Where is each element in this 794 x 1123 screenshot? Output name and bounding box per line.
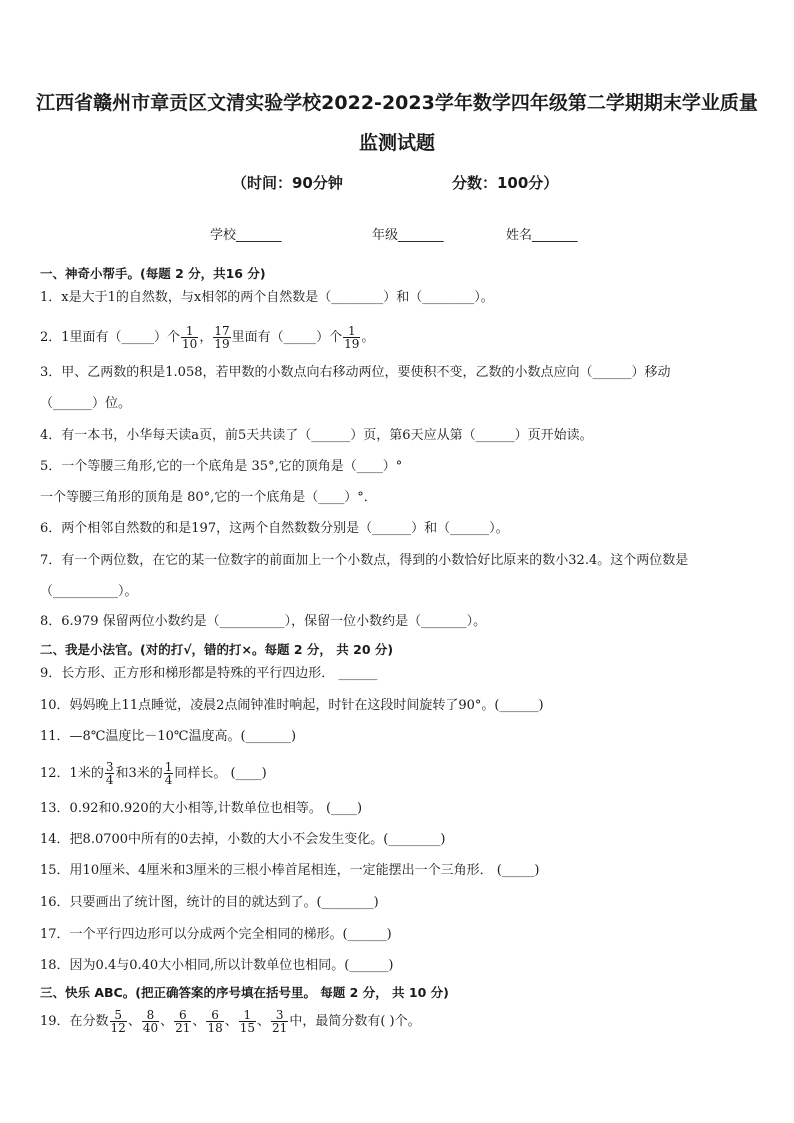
question-4: 4．有一本书，小华每天读a页，前5天共读了（______）页，第6天应从第（______）页开始读。 xyxy=(40,428,593,443)
separator: 、 xyxy=(224,1014,238,1029)
section-heading-3: 三、快乐 ABC。(把正确答案的序号填在括号里。 每题 2 分， 共 10 分) xyxy=(40,985,449,1000)
numerator: 6 xyxy=(206,1009,223,1022)
question-6: 6．两个相邻自然数的和是197，这两个自然数数分别是（______）和（______）。 xyxy=(40,521,509,536)
question-16: 16．只要画出了统计图，统计的目的就达到了。(________) xyxy=(40,895,379,910)
denominator: 21 xyxy=(175,1021,191,1035)
fraction xyxy=(105,761,115,786)
question-2-text-c: 里面有（_____）个 xyxy=(231,330,343,345)
fraction xyxy=(343,325,360,350)
page-title: 江西省赣州市章贡区文清实验学校2022-2023学年数学四年级第二学期期末学业质量 xyxy=(36,92,758,114)
numerator: 17 xyxy=(214,324,230,338)
question-8: 8．6.979 保留两位小数约是（__________），保留一位小数约是（_______）。 xyxy=(40,614,487,629)
question-7-continued: （__________）。 xyxy=(40,584,138,599)
fraction xyxy=(174,1009,191,1034)
fraction xyxy=(164,761,174,786)
question-19-text-b: 中，最简分数有( )个。 xyxy=(289,1014,421,1029)
question-5: 5．一个等腰三角形,它的一个底角是 35°,它的顶角是（____）° xyxy=(40,459,403,474)
separator: 、 xyxy=(192,1014,206,1029)
question-2-text-d: 。 xyxy=(361,330,375,345)
fraction xyxy=(206,1009,223,1034)
denominator: 21 xyxy=(272,1021,288,1035)
denominator: 12 xyxy=(110,1021,126,1035)
denominator: 40 xyxy=(142,1021,159,1035)
numerator: 3 xyxy=(105,760,114,774)
fraction xyxy=(213,325,230,350)
numerator: 1 xyxy=(164,760,173,774)
separator: 、 xyxy=(257,1014,271,1029)
denominator: 19 xyxy=(344,337,360,351)
question-19-text-a: 19．在分数 xyxy=(40,1014,109,1029)
grade-field[interactable]: 年级_______ xyxy=(372,228,444,243)
question-9: 9．长方形、正方形和梯形都是特殊的平行四边形． ______ xyxy=(40,666,378,681)
question-11: 11．—8℃温度比－10℃温度高。(_______) xyxy=(40,729,297,744)
question-13: 13．0.92和0.920的大小相等,计数单位也相等。 (____) xyxy=(40,801,363,816)
exam-score: 分数：100分） xyxy=(452,174,559,192)
question-3-continued: （______）位。 xyxy=(40,396,132,411)
question-2-text-b: ， xyxy=(199,330,213,345)
question-1: 1．x是大于1的自然数，与x相邻的两个自然数是（________）和（________）。 xyxy=(40,290,494,305)
page-title-continued: 监测试题 xyxy=(358,132,435,154)
section-heading-2: 二、我是小法官。(对的打√，错的打×。每题 2 分， 共 20 分) xyxy=(40,642,394,657)
question-12-text-b: 和3米的 xyxy=(115,766,163,781)
denominator: 18 xyxy=(207,1021,223,1035)
numerator: 1 xyxy=(181,325,198,338)
question-2-text-a: 2．1里面有（_____）个 xyxy=(40,330,181,345)
question-12-text-a: 12．1米的 xyxy=(40,766,104,781)
separator: 、 xyxy=(127,1014,141,1029)
question-5-continued: 一个等腰三角形的顶角是 80°,它的一个底角是（____）°． xyxy=(40,490,377,505)
question-17: 17．一个平行四边形可以分成两个完全相同的梯形。(______) xyxy=(40,927,392,942)
question-12-text-c: 同样长。 (____) xyxy=(174,766,267,781)
section-heading-1: 一、神奇小帮手。(每题 2 分，共16 分) xyxy=(40,266,266,281)
question-7: 7．有一个两位数，在它的某一位数字的前面加上一个小数点，得到的小数恰好比原来的数小32.4。这个两位数是 xyxy=(40,553,689,568)
numerator: 8 xyxy=(142,1009,159,1022)
numerator: 1 xyxy=(343,325,360,338)
question-15: 15．用10厘米、4厘米和3厘米的三根小棒首尾相连，一定能摆出一个三角形． (_____) xyxy=(40,863,540,878)
question-18: 18．因为0.4与0.40大小相同,所以计数单位也相同。(______) xyxy=(40,958,394,973)
fraction xyxy=(142,1009,159,1034)
separator: 、 xyxy=(160,1014,174,1029)
fraction xyxy=(110,1009,127,1034)
exam-time: （时间：90分钟 xyxy=(232,174,343,192)
school-field[interactable]: 学校_______ xyxy=(210,228,282,243)
numerator: 5 xyxy=(110,1009,127,1022)
question-3: 3．甲、乙两数的积是1.058，若甲数的小数点向右移动两位，要使积不变，乙数的小数点应向（______）移动 xyxy=(40,365,671,380)
question-12 xyxy=(40,756,267,792)
fraction xyxy=(181,325,198,350)
numerator: 6 xyxy=(174,1009,191,1022)
question-19 xyxy=(40,1004,421,1040)
question-10: 10．妈妈晚上11点睡觉，凌晨2点闹钟准时响起，时针在这段时间旋转了90°。(______) xyxy=(40,698,544,713)
denominator: 15 xyxy=(239,1021,256,1035)
fraction xyxy=(271,1009,288,1034)
denominator: 4 xyxy=(164,773,173,787)
denominator: 4 xyxy=(105,773,114,787)
denominator: 10 xyxy=(182,337,198,351)
name-field[interactable]: 姓名_______ xyxy=(506,228,578,243)
question-2 xyxy=(40,320,374,356)
numerator: 1 xyxy=(239,1009,256,1022)
denominator: 19 xyxy=(214,337,230,351)
question-14: 14．把8.0700中所有的0去掉，小数的大小不会发生变化。(________) xyxy=(40,832,446,847)
fraction xyxy=(239,1009,256,1034)
numerator: 3 xyxy=(271,1009,288,1022)
